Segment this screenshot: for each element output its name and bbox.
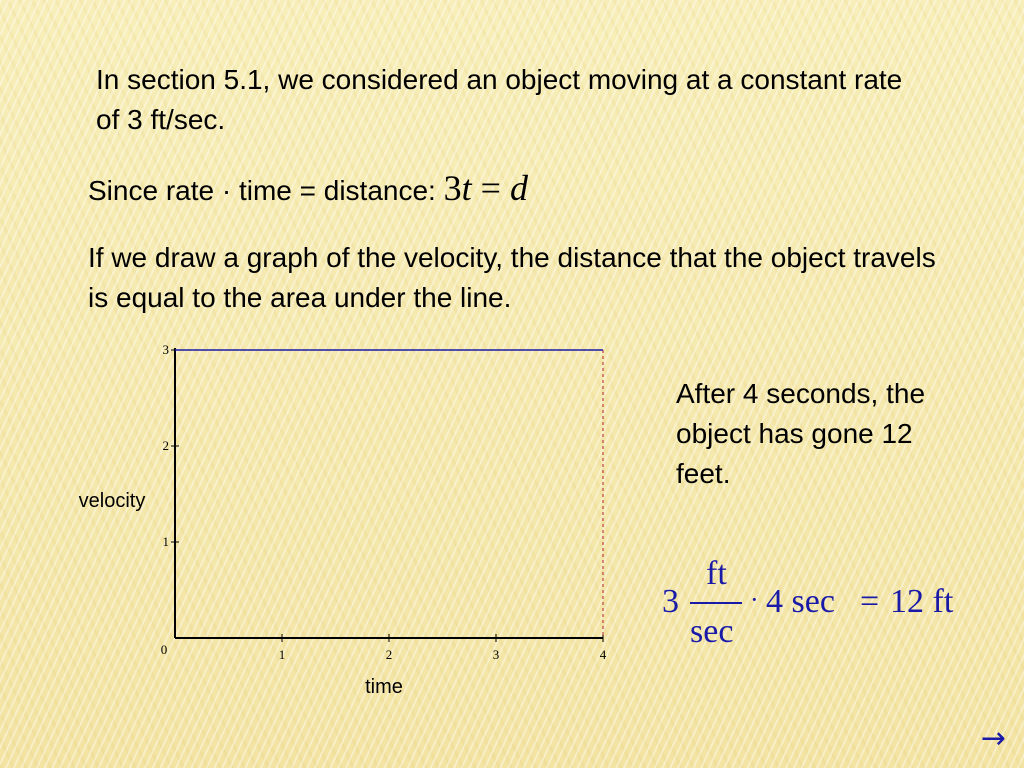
eq-result: 12 ft [890,583,954,620]
area-explanation-paragraph: If we draw a graph of the velocity, the distance that the object travels is equal to the area under the line. [88,242,936,313]
distance-formula: 3t = d [443,168,528,208]
origin-label: 0 [160,642,168,657]
eq-time: 4 sec [766,583,835,620]
y-tick-label: 3 [162,342,169,357]
intro-paragraph: In section 5.1, we considered an object moving at a constant rate of 3 ft/sec. [96,64,903,135]
eq-coefficient: 3 [662,583,679,620]
x-tick-label: 1 [278,647,286,662]
y-tick-label: 1 [162,534,169,549]
eq-fraction-numerator: ft [706,555,727,592]
y-axis-label: velocity [78,490,146,512]
x-tick-label: 4 [599,647,607,662]
eq-equals: = [860,583,880,620]
velocity-time-chart [55,340,635,710]
x-tick-label: 3 [492,647,500,662]
x-tick-label: 2 [385,647,393,662]
rate-time-distance-line [88,168,528,211]
eq-fraction-bar [690,602,742,604]
rate-time-distance-text: Since rate · time = distance: [88,175,436,206]
eq-dot: · [750,585,759,614]
x-axis-label: time [365,676,403,698]
side-note: After 4 seconds, the object has gone 12 feet. [676,378,926,489]
next-slide-arrow[interactable]: → [980,721,1006,756]
distance-equation [660,555,980,655]
y-tick-label: 2 [162,438,169,453]
eq-fraction-denominator: sec [690,613,734,650]
